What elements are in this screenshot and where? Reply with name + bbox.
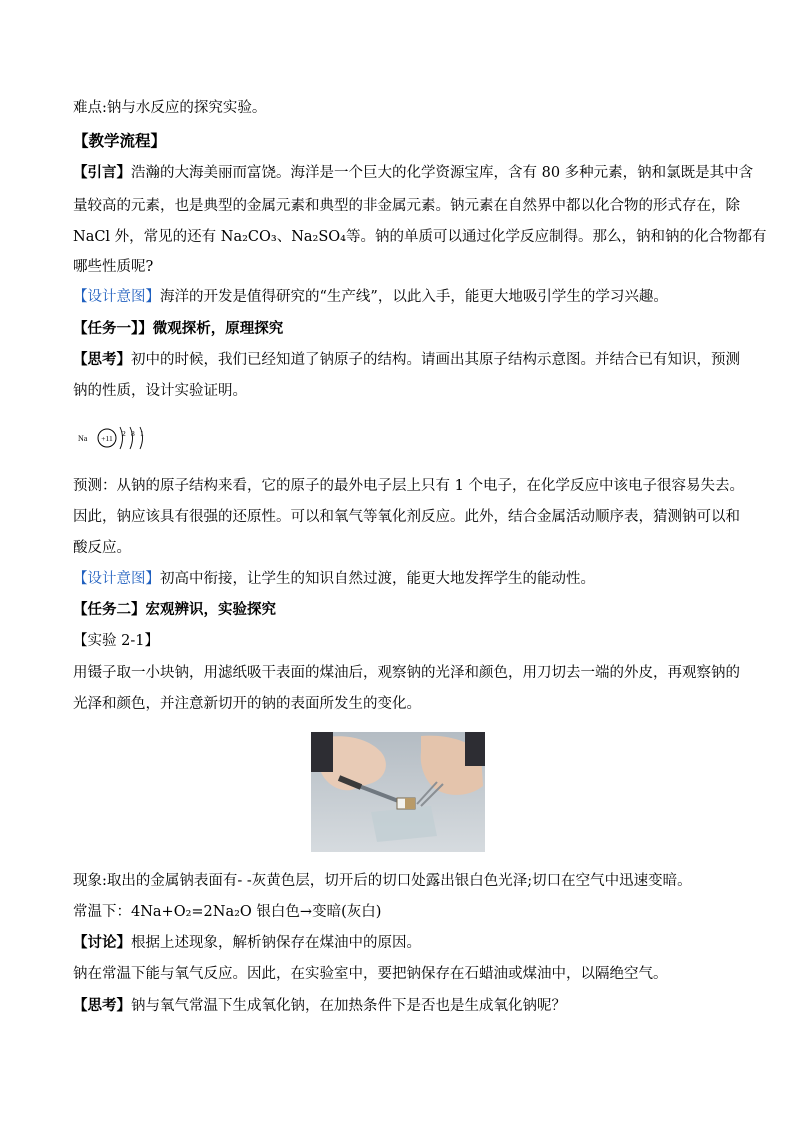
prediction-line-2: 因此，钠应该具有很强的还原性。可以和氧气等氧化剂反应。此外，结合金属活动顺序表，猜测钠可以和 [73, 509, 740, 525]
atom-symbol: Na [78, 434, 88, 443]
storage-explanation-line: 钠在常温下能与氧气反应。因此，在实验室中，要把钠保存在石蜡油或煤油中，以隔绝空气。 [73, 966, 668, 982]
section-heading-teaching-process: 【教学流程】 [73, 131, 167, 150]
experiment-steps-line-1: 用镊子取一小块钠，用滤纸吸干表面的煤油后，观察钠的光泽和颜色，用刀切去一端的外皮，再观察钠的 [73, 665, 740, 681]
intro-paragraph-line-2: 量较高的元素，也是典型的金属元素和典型的非金属元素。钠元素在自然界中都以化合物的形式存在，除 [73, 198, 740, 214]
intro-paragraph-line-3: NaCl 外，常见的还有 Na₂CO₃、Na₂SO₄等。钠的单质可以通过化学反应制得。那么，钠和钠的化合物都有 [73, 229, 767, 245]
left-sleeve [311, 732, 333, 772]
filter-paper [371, 806, 437, 842]
intro-paragraph-line-4: 哪些性质呢? [73, 259, 154, 275]
shell-electrons-1: 2 [122, 429, 126, 438]
task-two-heading: 【任务二】宏观辨识，实验探究 [73, 601, 276, 618]
shell-electrons-3: 1 [140, 429, 144, 438]
sodium-cutting-photo [311, 732, 485, 852]
design-intent-2: 【设计意图】初高中衔接，让学生的知识自然过渡，能更大地发挥学生的能动性。 [73, 571, 595, 587]
think-question-line: 【思考】钠与氧气常温下生成氧化钠，在加热条件下是否也是生成氧化钠呢？ [73, 997, 566, 1014]
nucleus-charge: +11 [101, 434, 113, 443]
reaction-equation-line: 常温下：4Na+O₂=2Na₂O 银白色→变暗(灰白) [73, 904, 382, 920]
prediction-line-3: 酸反应。 [73, 540, 131, 556]
think-paragraph-line-1: 【思考】初中的时候，我们已经知道了钠原子的结构。请画出其原子结构示意图。并结合已有知识，预测 [73, 351, 740, 368]
right-sleeve [465, 732, 485, 766]
sodium-atom-structure-diagram [78, 424, 158, 454]
task-one-heading: 【任务一】】微观探析，原理探究 [73, 320, 284, 337]
prediction-line-1: 预测：从钠的原子结构来看，它的原子的最外电子层上只有 1 个电子，在化学反应中该电子很容易失去。 [73, 478, 744, 494]
phenomenon-line: 现象:取出的金属钠表面有- -灰黄色层，切开后的切口处露出银白色光泽;切口在空气中迅速变暗。 [73, 873, 692, 889]
design-intent-1: 【设计意图】海洋的开发是值得研究的“生产线”，以此入手，能更大地吸引学生的学习兴趣。 [73, 289, 668, 305]
intro-paragraph-line-1: 【引言】浩瀚的大海美丽而富饶。海洋是一个巨大的化学资源宝库，含有 80 多种元素，钠和氯既是其中含 [73, 164, 754, 181]
photo-illustration [311, 732, 485, 852]
experiment-label: 【实验 2-1】 [73, 633, 159, 649]
think-paragraph-line-2: 钠的性质，设计实验证明。 [73, 383, 247, 399]
shell-electrons-2: 8 [131, 429, 135, 438]
difficulty-line: 难点:钠与水反应的探究实验。 [73, 100, 267, 116]
experiment-steps-line-2: 光泽和颜色，并注意新切开的钠的表面所发生的变化。 [73, 696, 421, 712]
sodium-outer-layer [405, 798, 415, 809]
discussion-line: 【讨论】根据上述现象，解析钠保存在煤油中的原因。 [73, 934, 421, 951]
